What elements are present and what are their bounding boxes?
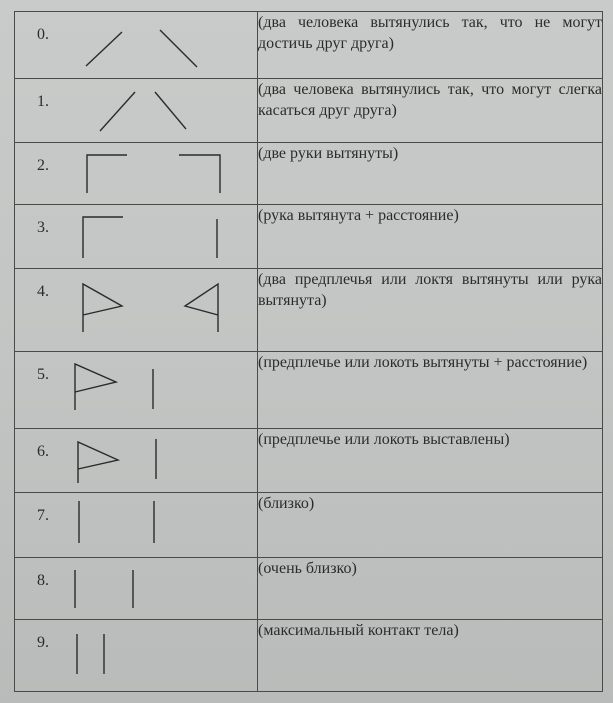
- row-description: (рука вытянута + расстояние): [258, 205, 603, 269]
- figure-cell: [15, 143, 258, 205]
- close-icon: [70, 493, 240, 558]
- very-close-icon: [70, 558, 240, 620]
- row-number: 2.: [37, 157, 49, 174]
- row-description: (две руки вытянуты): [258, 143, 603, 205]
- row-number: 4.: [37, 283, 49, 300]
- row-number: 7.: [37, 507, 49, 524]
- row-description: (близко): [258, 493, 603, 558]
- row-number: 6.: [37, 443, 49, 460]
- figure-cell: [15, 205, 258, 269]
- table-row: [15, 620, 603, 692]
- reach-no-contact-icon: [70, 12, 240, 79]
- row-description: (максимальный контакт тела): [258, 620, 603, 692]
- table-row: [15, 269, 603, 352]
- table-row: [15, 493, 603, 558]
- row-number: 5.: [37, 366, 49, 383]
- max-contact-icon: [70, 620, 240, 692]
- figure-cell: [15, 493, 258, 558]
- distance-scale-table: [14, 11, 603, 692]
- figure-cell: [15, 269, 258, 352]
- row-number: 0.: [37, 26, 49, 43]
- forearm-distance-icon: [70, 352, 240, 429]
- row-number: 3.: [37, 219, 49, 236]
- figure-cell: [15, 429, 258, 493]
- table-row: [15, 143, 603, 205]
- row-number: 9.: [37, 634, 49, 651]
- figure-cell: [15, 558, 258, 620]
- table-row: [15, 352, 603, 429]
- two-arms-extended-icon: [70, 143, 240, 205]
- table-row: [15, 79, 603, 143]
- figure-cell: [15, 79, 258, 143]
- row-description: (два человека вытянулись так, что могут слегка касаться друг друга): [258, 79, 603, 143]
- table-row: [15, 558, 603, 620]
- table-row: [15, 429, 603, 493]
- two-forearms-extended-icon: [70, 269, 240, 352]
- row-number: 8.: [37, 572, 49, 589]
- figure-cell: [15, 12, 258, 79]
- row-description: (предплечье или локоть выставлены): [258, 429, 603, 493]
- row-description: (предплечье или локоть вытянуты + расстояние): [258, 352, 603, 429]
- arm-extended-distance-icon: [70, 205, 240, 269]
- table-row: [15, 12, 603, 79]
- row-description: (очень близко): [258, 558, 603, 620]
- table-row: [15, 205, 603, 269]
- reach-touching-icon: [70, 79, 240, 143]
- row-number: 1.: [37, 93, 49, 110]
- row-description: (два предплечья или локтя вытянуты или рука вытянута): [258, 269, 603, 352]
- figure-cell: [15, 620, 258, 692]
- figure-cell: [15, 352, 258, 429]
- forearm-out-icon: [70, 429, 240, 493]
- row-description: (два человека вытянулись так, что не могут достичь друг друга): [258, 12, 603, 79]
